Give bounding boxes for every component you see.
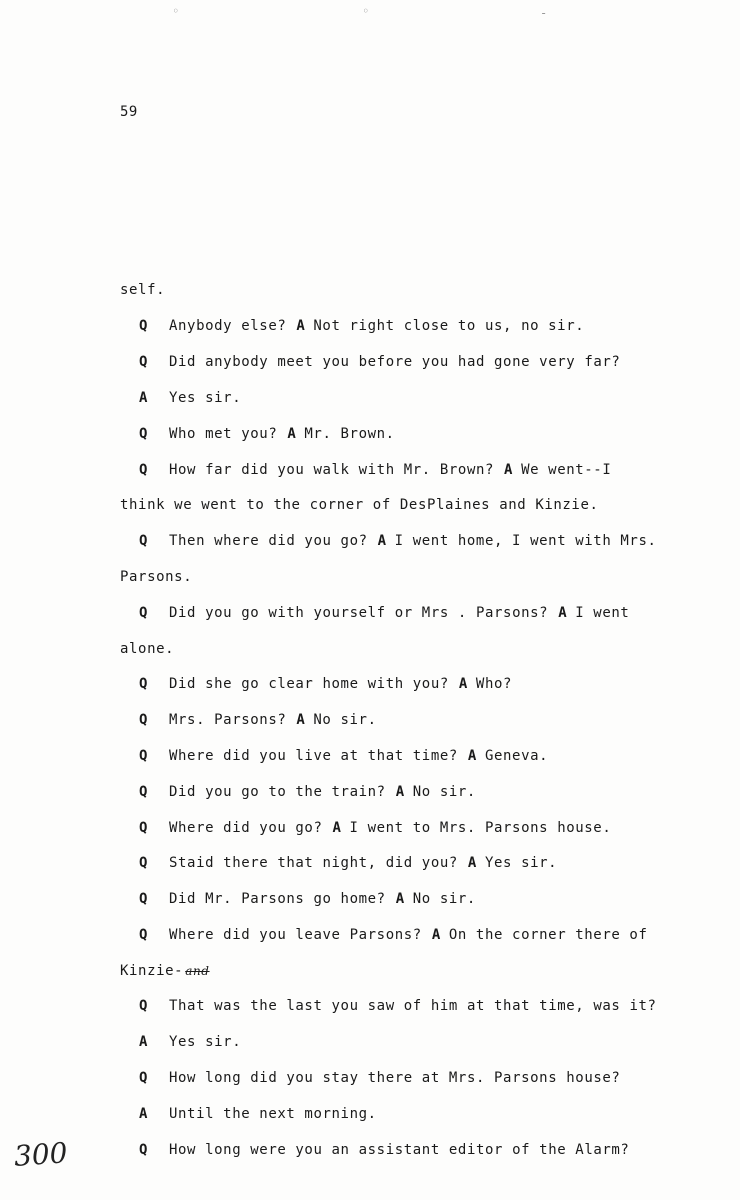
line-text: Until the next morning. — [169, 1106, 377, 1122]
line-text: Kinzie- — [120, 963, 184, 979]
transcript-line — [139, 1142, 629, 1158]
line-text: Did you go to the train? — [169, 784, 386, 800]
line-text: self. — [120, 282, 166, 298]
transcript-line — [139, 784, 476, 800]
speaker-marker: Q — [139, 855, 149, 871]
answer-marker: A — [467, 748, 477, 764]
answer-marker: A — [296, 318, 306, 334]
line-text: How far did you walk with Mr. Brown? — [169, 462, 495, 478]
line-text: Where did you live at that time? — [169, 748, 458, 764]
struck-handwritten-word: and — [185, 964, 210, 978]
transcript-line — [120, 569, 192, 585]
speaker-marker: Q — [139, 462, 149, 478]
answer-marker: A — [431, 927, 441, 943]
answer-marker: A — [332, 820, 342, 836]
transcript-line — [120, 497, 599, 513]
answer-marker: A — [504, 462, 514, 478]
speaker-marker: Q — [139, 1070, 149, 1086]
speaker-marker: Q — [139, 318, 149, 334]
answer-text: No sir. — [412, 891, 476, 907]
line-text: think we went to the corner of DesPlaines and Kinzie. — [120, 497, 599, 513]
transcript-line — [139, 891, 476, 907]
answer-marker: A — [458, 676, 468, 692]
speaker-marker: A — [139, 1034, 149, 1050]
answer-text: On the corner there of — [448, 927, 648, 943]
line-text: Where did you go? — [169, 820, 323, 836]
line-text: Anybody else? — [169, 318, 287, 334]
answer-text: Geneva. — [484, 748, 549, 764]
speaker-marker: Q — [139, 748, 149, 764]
transcript-line — [139, 1034, 241, 1050]
transcript-line — [139, 820, 611, 836]
line-text: Did you go with yourself or Mrs . Parsons? — [169, 605, 549, 621]
transcript-line — [139, 1070, 620, 1086]
transcript-line — [139, 462, 611, 478]
transcript-line — [139, 927, 647, 943]
line-text: How long did you stay there at Mrs. Parsons house? — [169, 1070, 621, 1086]
transcript-line — [139, 318, 584, 334]
line-text: Did she go clear home with you? — [169, 676, 449, 692]
transcript-line — [120, 963, 210, 979]
line-text: That was the last you saw of him at that time, was it? — [169, 998, 657, 1014]
transcript-line — [139, 605, 629, 621]
speaker-marker: Q — [139, 426, 149, 442]
line-text: Where did you leave Parsons? — [169, 927, 422, 943]
speaker-marker: Q — [139, 998, 149, 1014]
answer-text: Who? — [475, 676, 513, 692]
line-text: Yes sir. — [169, 1034, 242, 1050]
transcript-line — [120, 282, 165, 298]
speaker-marker: A — [139, 1106, 149, 1122]
speaker-marker: Q — [139, 712, 149, 728]
speaker-marker: Q — [139, 605, 149, 621]
line-text: Mrs. Parsons? — [169, 712, 287, 728]
answer-text: Yes sir. — [484, 855, 558, 871]
answer-text: I went to Mrs. Parsons house. — [349, 820, 612, 836]
line-text: Parsons. — [120, 569, 193, 585]
line-text: How long were you an assistant editor of the Alarm? — [169, 1142, 630, 1158]
answer-marker: A — [395, 784, 405, 800]
answer-marker: A — [467, 855, 477, 871]
answer-text: We went--I — [521, 462, 612, 478]
speaker-marker: Q — [139, 1142, 149, 1158]
speaker-marker: Q — [139, 533, 149, 549]
line-text: Did anybody meet you before you had gone very far? — [169, 354, 621, 370]
transcript-line — [120, 641, 174, 657]
speaker-marker: Q — [139, 820, 149, 836]
transcript-line — [139, 426, 395, 442]
transcript-line — [139, 533, 657, 549]
answer-text: Mr. Brown. — [304, 426, 395, 442]
transcript-line — [139, 748, 548, 764]
answer-marker: A — [377, 533, 387, 549]
line-text: Staid there that night, did you? — [169, 855, 458, 871]
transcript-line — [139, 712, 377, 728]
speaker-marker: Q — [139, 354, 149, 370]
transcript-line — [139, 676, 512, 692]
line-text: Yes sir. — [169, 390, 242, 406]
answer-text: I went — [575, 605, 630, 621]
speaker-marker: Q — [139, 676, 149, 692]
scan-speck: ◦ — [362, 4, 370, 18]
answer-text: No sir. — [412, 784, 476, 800]
answer-marker: A — [287, 426, 297, 442]
line-text: alone. — [120, 641, 175, 657]
transcript-line — [139, 998, 657, 1014]
speaker-marker: Q — [139, 891, 149, 907]
speaker-marker: Q — [139, 927, 149, 943]
line-text: Who met you? — [169, 426, 278, 442]
transcript-line — [139, 855, 557, 871]
line-text: Did Mr. Parsons go home? — [169, 891, 386, 907]
line-text: Then where did you go? — [169, 533, 368, 549]
transcript-line — [139, 354, 620, 370]
speaker-marker: Q — [139, 784, 149, 800]
answer-text: Not right close to us, no sir. — [313, 318, 585, 334]
answer-text: I went home, I went with Mrs. — [394, 533, 657, 549]
transcript-line — [139, 390, 241, 406]
page-number: 59 — [120, 104, 138, 120]
answer-marker: A — [296, 712, 306, 728]
scan-speck: ◦ — [172, 4, 180, 18]
scan-speck: - — [540, 6, 548, 20]
transcript-line — [139, 1106, 377, 1122]
handwritten-page-number: 300 — [12, 1136, 69, 1173]
answer-marker: A — [558, 605, 568, 621]
speaker-marker: A — [139, 390, 149, 406]
answer-text: No sir. — [313, 712, 377, 728]
answer-marker: A — [395, 891, 405, 907]
